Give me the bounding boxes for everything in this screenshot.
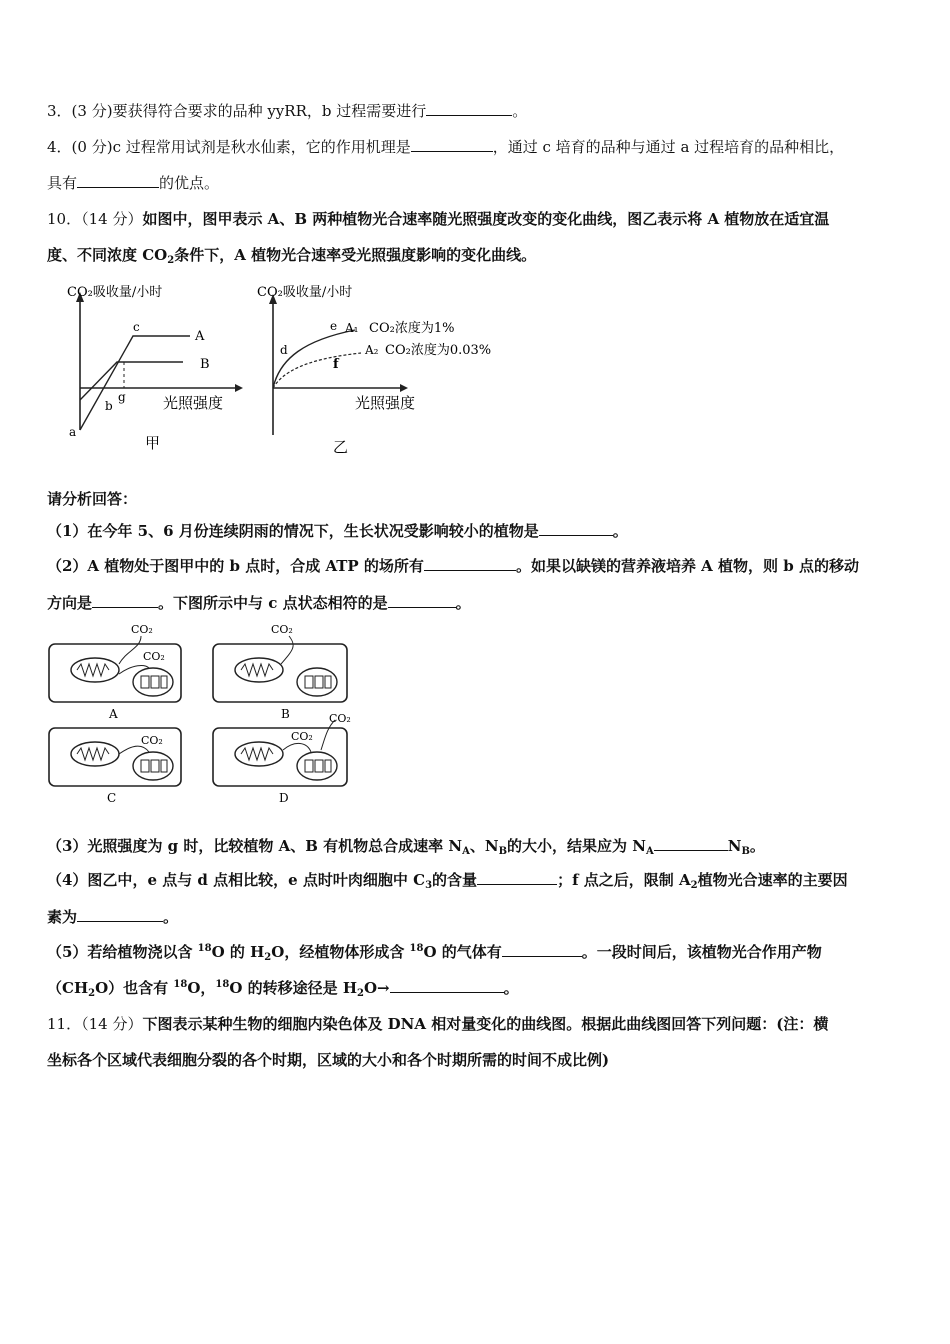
yi-curve-A1-note: CO₂浓度为1%	[369, 321, 455, 336]
q11-stem: 下图表示某种生物的细胞内染色体及 DNA 相对量变化的曲线图。根据此曲线图回答下列问题：(注：横	[142, 1015, 829, 1033]
q4-text-2-end: 的优点。	[159, 174, 220, 192]
cell-B-gas: CO₂	[271, 623, 293, 636]
cell-D-arrow-chloro	[283, 743, 311, 752]
q10-p5-sup-3: 18	[173, 979, 188, 990]
q11-stem-2: 坐标各个区域代表细胞分裂的各个时期，区域的大小和各个时期所需的时间不成比例)	[47, 1051, 610, 1069]
q10-p5-line2	[47, 977, 907, 999]
q10-p4-text-cont: 植物光合速率的主要因	[697, 871, 848, 889]
q3-text-end: 。	[512, 102, 528, 120]
yi-curve-A2-note: CO₂浓度为0.03%	[385, 343, 492, 358]
fig-jia	[67, 284, 243, 452]
q10-p3-mid1: 、N	[469, 837, 499, 855]
yi-point-d: d	[280, 343, 288, 357]
q10-p2-blank-2[interactable]	[92, 593, 158, 608]
q10-p4-sub2: 2	[690, 880, 698, 891]
cell-A-arrow-out	[119, 636, 141, 664]
q10-cell-diagrams	[45, 620, 365, 810]
q10-p4-blank-1[interactable]	[477, 870, 557, 885]
q10-p5-blank-1[interactable]	[502, 942, 582, 957]
q10-p5-sub-3: 2	[357, 988, 364, 999]
q10-p2-blank-3[interactable]	[388, 593, 456, 608]
q10-p1-end: 。	[612, 522, 628, 540]
cell-C-gas: CO₂	[141, 734, 163, 747]
cell-C-chloroplast-icon	[133, 752, 173, 780]
q10-p3-blank[interactable]	[654, 836, 728, 851]
q4-line1	[47, 136, 907, 158]
q10-p4-blank-2[interactable]	[77, 907, 163, 922]
q10-p4-text: （4）图乙中，e 点与 d 点相比较，e 点时叶肉细胞中 C	[47, 871, 426, 889]
yi-x-arrow-icon	[400, 384, 408, 392]
yi-ylabel: CO₂吸收量/小时	[257, 285, 353, 300]
q10-p2-text-2: 方向是	[47, 594, 93, 612]
yi-curve-A1-label: A₁	[345, 321, 359, 335]
jia-point-c: c	[133, 320, 140, 334]
cell-B	[213, 623, 347, 721]
q10-p4-text-2: 素为	[47, 908, 78, 926]
q10-p1-text: （1）在今年 5、6 月份连续阴雨的情况下，生长状况受影响较小的植物是	[47, 522, 539, 540]
q11-number: 11．	[47, 1015, 82, 1033]
cell-B-chloroplast-icon	[297, 668, 337, 696]
q10-p5-c: O，经植物体形成含	[271, 943, 410, 961]
q4-line2	[47, 172, 907, 194]
q10-stem-2-sub: 2	[167, 255, 175, 266]
yi-curve-A1	[273, 330, 355, 388]
jia-curve-B-label: B	[200, 357, 210, 372]
cell-B-label: B	[281, 707, 290, 721]
q10-p4-line2	[47, 906, 907, 928]
yi-curve-A2	[273, 353, 361, 388]
q10-p5-blank-2[interactable]	[390, 978, 504, 993]
q4-answer-blank-1[interactable]	[411, 137, 493, 152]
cell-A	[49, 623, 181, 721]
jia-x-arrow-icon	[235, 384, 243, 392]
q10-p5-b: O 的 H	[211, 943, 265, 961]
q10-number: 10．	[47, 210, 82, 228]
q10-p5-e: 。一段时间后，该植物光合作用产物	[581, 943, 822, 961]
q10-p5-sup-4: 18	[215, 979, 230, 990]
jia-point-a: a	[69, 425, 77, 439]
q10-p2-end: 。	[455, 594, 471, 612]
q10-p3-subA2: A	[645, 846, 654, 857]
q10-p5-j: O→	[363, 979, 390, 997]
cell-A-mitochondrion-icon	[71, 658, 119, 682]
q10-p3-end: 。	[749, 837, 765, 855]
q10-p3	[47, 835, 907, 857]
q3-line	[47, 100, 907, 122]
q10-p5-sup-1: 18	[197, 943, 212, 954]
q10-stem-2a: 度、不同浓度 CO	[47, 246, 168, 264]
q4-text: (0 分)c 过程常用试剂是秋水仙素，它的作用机理是	[71, 138, 411, 156]
yi-xlabel: 光照强度	[355, 394, 416, 412]
q10-p3-mid2: 的大小，结果应为 N	[507, 837, 646, 855]
cell-D-gas-inner: CO₂	[291, 730, 313, 743]
q10-prompt-text: 请分析回答：	[47, 490, 138, 508]
q11-line2	[47, 1049, 907, 1071]
q10-p4-mid2: ；f 点之后，限制 A	[557, 871, 691, 889]
q11-line1	[47, 1013, 907, 1035]
q10-p4-end: 。	[163, 908, 179, 926]
q10-p4-mid: 的含量	[432, 871, 478, 889]
q10-p2-text-cont: 。如果以缺镁的营养液培养 A 植物，则 b 点的移动	[515, 557, 859, 575]
q4-answer-blank-2[interactable]	[77, 173, 159, 188]
jia-point-b: b	[105, 399, 113, 413]
cell-A-chloroplast-icon	[133, 668, 173, 696]
q10-p2-text-3: 。下图所示中与 c 点状态相符的是	[158, 594, 388, 612]
cell-C-mitochondrion-icon	[71, 742, 119, 766]
q4-text-cont: ，通过 c 培育的品种与通过 a 过程培育的品种相比，	[492, 138, 845, 156]
cell-D-chloroplast-icon	[297, 752, 337, 780]
q10-stem: 如图中，图甲表示 A、B 两种植物光合速率随光照强度改变的变化曲线，图乙表示将 A 植物放在适宜温	[142, 210, 830, 228]
jia-xlabel: 光照强度	[163, 394, 224, 412]
yi-point-e: e	[330, 319, 338, 333]
q10-p3-subA: A	[462, 846, 470, 857]
cell-A-label: A	[109, 707, 118, 721]
fig-yi	[257, 284, 491, 456]
q10-stem-2b: 条件下，A 植物光合速率受光照强度影响的变化曲线。	[174, 246, 537, 264]
q10-p3-subB: B	[498, 846, 508, 857]
q10-stem-line1	[47, 208, 907, 230]
yi-curve-A2-label: A₂	[365, 343, 379, 357]
q4-text-2: 具有	[47, 174, 78, 192]
q10-p1-blank[interactable]	[539, 521, 613, 536]
jia-ylabel: CO₂吸收量/小时	[67, 285, 163, 300]
q10-stem-line2	[47, 244, 907, 266]
q10-p5-sub-2: 2	[88, 988, 96, 999]
q10-p5-line1	[47, 941, 907, 963]
q10-p5-sub-1: 2	[264, 952, 272, 963]
q10-p5-g: O）也含有	[95, 979, 174, 997]
q3-text: (3 分)要获得符合要求的品种 yyRR，b 过程需要进行	[71, 102, 427, 120]
q10-p3-mid3: N	[727, 837, 742, 855]
jia-point-g: g	[118, 390, 126, 404]
q10-p5-h: O，	[187, 979, 216, 997]
q10-p2-line1	[47, 555, 907, 577]
q10-p3-subB2: B	[741, 846, 750, 857]
q10-p4-line1	[47, 869, 907, 891]
q10-p3-text: （3）光照强度为 g 时，比较植物 A、B 有机物总合成速率 N	[47, 837, 463, 855]
jia-caption: 甲	[145, 434, 161, 452]
cell-D-mitochondrion-icon	[235, 742, 283, 766]
q10-score: （14 分）	[81, 210, 143, 228]
yi-caption: 乙	[333, 438, 349, 456]
cell-C	[49, 728, 181, 805]
cell-C-label: C	[107, 791, 117, 805]
q10-p5-d: O 的气体有	[423, 943, 502, 961]
q4-number: 4．	[47, 138, 72, 156]
q10-p5-sup-2: 18	[409, 943, 424, 954]
cell-B-mitochondrion-icon	[235, 658, 283, 682]
q10-p2-blank-1[interactable]	[424, 556, 516, 571]
q11-score: （14 分）	[81, 1015, 143, 1033]
cell-A-gas-in: CO₂	[143, 650, 165, 663]
q10-p5-a: （5）若给植物浇以含	[47, 943, 198, 961]
q10-p1	[47, 520, 907, 542]
jia-curve-A-label: A	[195, 329, 205, 344]
q3-answer-blank[interactable]	[426, 101, 512, 116]
q10-p5-i: O 的转移途径是 H	[229, 979, 357, 997]
cell-D-gas-outer: CO₂	[329, 712, 351, 725]
cell-B-arrow-out	[281, 636, 293, 664]
q10-p4-sub3: 3	[425, 880, 433, 891]
q10-p2-text: （2）A 植物处于图甲中的 b 点时，合成 ATP 的场所有	[47, 557, 424, 575]
cell-A-gas-out: CO₂	[131, 623, 153, 636]
q3-number: 3．	[47, 102, 72, 120]
q10-p5-f: （CH	[47, 979, 89, 997]
q10-prompt	[47, 488, 907, 510]
yi-point-f: f	[333, 357, 339, 372]
cell-D	[213, 712, 351, 805]
q10-p5-end: 。	[503, 979, 519, 997]
cell-D-label: D	[279, 791, 289, 805]
q10-p2-line2	[47, 592, 907, 614]
q10-figures	[55, 280, 535, 460]
